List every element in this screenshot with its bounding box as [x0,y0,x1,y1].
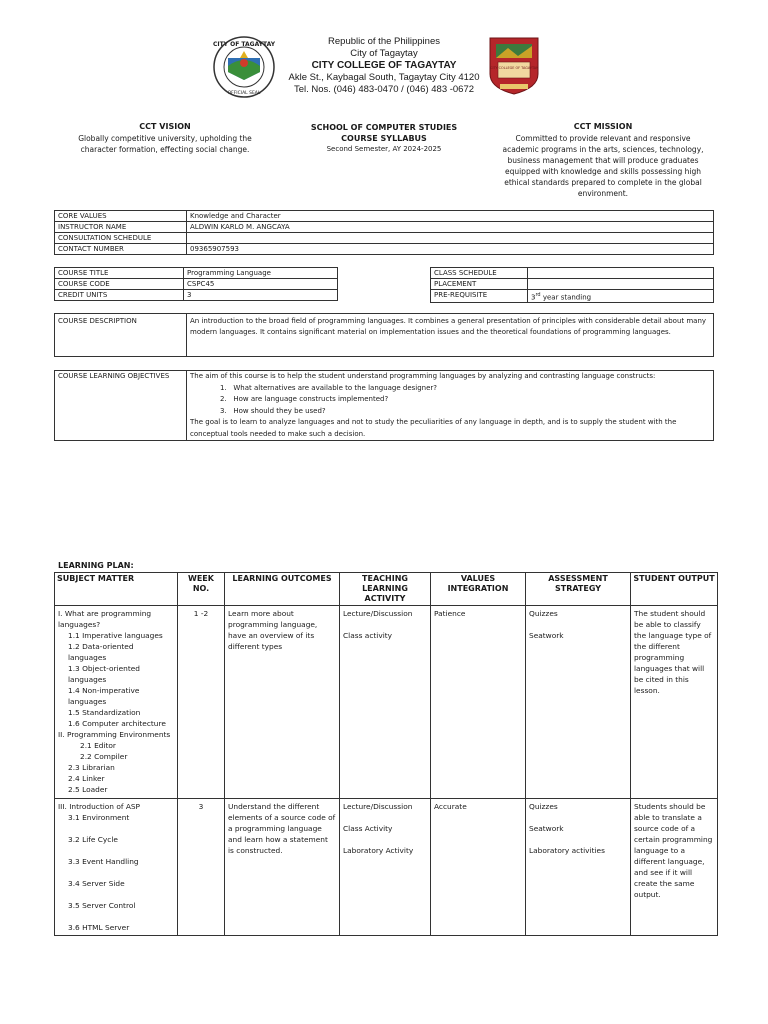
svg-text:OFFICIAL SEAL: OFFICIAL SEAL [227,91,261,96]
document-title: COURSE SYLLABUS [341,134,427,143]
description-text: An introduction to the broad field of programming languages. It combines a general presentation of principles with considerable detail about many modern languages. It contains significant material on implementation issues and the theoretical foundations of programming languages. [187,314,714,357]
semester-label: Second Semester, AY 2024-2025 [326,145,442,153]
outcomes-cell: Understand the different elements of a source code of a programming language and learn how a statement is constructed. [225,799,340,936]
week-cell: 1 -2 [178,606,225,799]
assessment-cell: Quizzes Seatwork Laboratory activities [526,799,631,936]
info-value [528,279,714,290]
subject-matter-cell: I. What are programming languages? 1.1 Imperative languages 1.2 Data-oriented languages 1.3 Object-oriented languages 1.4 Non-imperative languages 1.5 Standardization 1.6 Computer architecture II. Programming Environments 2.1 Editor 2.2 Compiler 2.3 Librarian 2.4 Linker 2.5 Loader [55,606,178,799]
info-label: CLASS SCHEDULE [431,268,528,279]
list-item: 1. What alternatives are available to the language designer? [220,383,438,392]
column-header: STUDENT OUTPUT [631,573,718,606]
output-cell: Students should be able to translate a source code of a certain programming language to a different language, and see if it will create the same output. [631,799,718,936]
schedule-info-table [430,267,714,303]
info-value: Programming Language [184,268,338,279]
column-header: VALUES INTEGRATION [431,573,526,606]
values-cell: Patience [431,606,526,799]
address-line: Akle St., Kaybagal South, Tagaytay City 4120 [288,72,480,83]
info-value: Knowledge and Character [187,211,714,222]
list-item: 3. How should they be used? [220,406,326,415]
syllabus-title-block [300,122,468,154]
vision-block [60,122,270,155]
column-header: TEACHING LEARNING ACTIVITY [340,573,431,606]
info-value [528,268,714,279]
info-label: COURSE CODE [55,279,184,290]
objectives-label: COURSE LEARNING OBJECTIVES [55,371,187,441]
telephone-line: Tel. Nos. (046) 483-0470 / (046) 483 -0672 [293,84,475,95]
info-value: 3 [184,290,338,301]
column-header: SUBJECT MATTER [55,573,178,606]
info-label: PRE-REQUISITE [431,290,528,303]
learning-plan-table [54,572,718,936]
table-row [55,211,714,222]
activity-cell: Lecture/Discussion Class Activity Laboratory Activity [340,799,431,936]
table-header-row [55,573,718,606]
objectives-list [190,383,710,418]
subject-matter-cell: III. Introduction of ASP 3.1 Environment 3.2 Life Cycle 3.3 Event Handling 3.4 Server Side 3.5 Server Control 3.6 HTML Server [55,799,178,936]
info-label: COURSE TITLE [55,268,184,279]
objectives-content [187,371,714,441]
college-name: CITY COLLEGE OF TAGAYTAY [311,60,457,71]
assessment-cell: Quizzes Seatwork [526,606,631,799]
republic-line: Republic of the Philippines [328,36,440,47]
svg-text:CITY COLLEGE OF TAGAYTAY: CITY COLLEGE OF TAGAYTAY [490,66,538,70]
mission-block [500,122,706,199]
info-value: ALDWIN KARLO M. ANGCAYA [187,222,714,233]
svg-text:CITY OF TAGAYTAY: CITY OF TAGAYTAY [213,41,275,48]
table-row [431,279,714,290]
table-row [55,222,714,233]
description-label: COURSE DESCRIPTION [55,314,187,357]
table-row [431,290,714,303]
table-row [55,606,718,799]
column-header: LEARNING OUTCOMES [225,573,340,606]
course-description-table [54,313,714,357]
outcomes-cell: Learn more about programming language, have an overview of its different types [225,606,340,799]
info-value [187,233,714,244]
table-row [55,799,718,936]
info-label: INSTRUCTOR NAME [55,222,187,233]
objectives-outro: The goal is to learn to analyze languages and not to study the peculiarities of any language in depth, and is to supply the student with the conceptual tools needed to make such a decision. [190,418,677,438]
vision-text: Globally competitive university, upholding the character formation, effecting social change. [78,134,252,154]
school-name: SCHOOL OF COMPUTER STUDIES [310,123,458,132]
college-seal-logo [488,36,540,96]
week-cell: 3 [178,799,225,936]
table-row [55,279,338,290]
objectives-intro: The aim of this course is to help the student understand programming languages by analyzing and contrasting language constructs: [190,372,656,380]
learning-plan-caption: LEARNING PLAN: [58,561,134,570]
info-label: CORE VALUES [55,211,187,222]
list-item: 2. How are language constructs implemented? [220,395,389,403]
instructor-info-table [54,210,714,255]
output-cell: The student should be able to classify the language type of the different programming languages that will be cited in this lesson. [631,606,718,799]
course-info-table [54,267,338,301]
column-header: ASSESSMENT STRATEGY [526,573,631,606]
table-row [55,244,714,255]
info-label: PLACEMENT [431,279,528,290]
values-cell: Accurate [431,799,526,936]
city-line: City of Tagaytay [350,48,418,59]
vision-title: CCT VISION [139,122,191,131]
info-label: CREDIT UNITS [55,290,184,301]
table-row [55,268,338,279]
table-row [55,314,714,357]
table-row [55,371,714,441]
course-objectives-table [54,370,714,441]
mission-text: Committed to provide relevant and responsive academic programs in the arts, sciences, technology, business management that will produce graduates equipped with knowledge and skills possessing high ethical standards prepared to complete in the global environment. [502,134,704,198]
mission-title: CCT MISSION [573,122,633,131]
activity-cell: Lecture/Discussion Class activity [340,606,431,799]
info-value: 09365907593 [187,244,714,255]
prerequisite-value: 3rd year standing [528,290,714,303]
info-label: CONSULTATION SCHEDULE [55,233,187,244]
column-header: WEEK NO. [178,573,225,606]
table-row [55,233,714,244]
info-value: CSPC45 [184,279,338,290]
table-row [55,290,338,301]
info-label: CONTACT NUMBER [55,244,187,255]
table-row [431,268,714,279]
